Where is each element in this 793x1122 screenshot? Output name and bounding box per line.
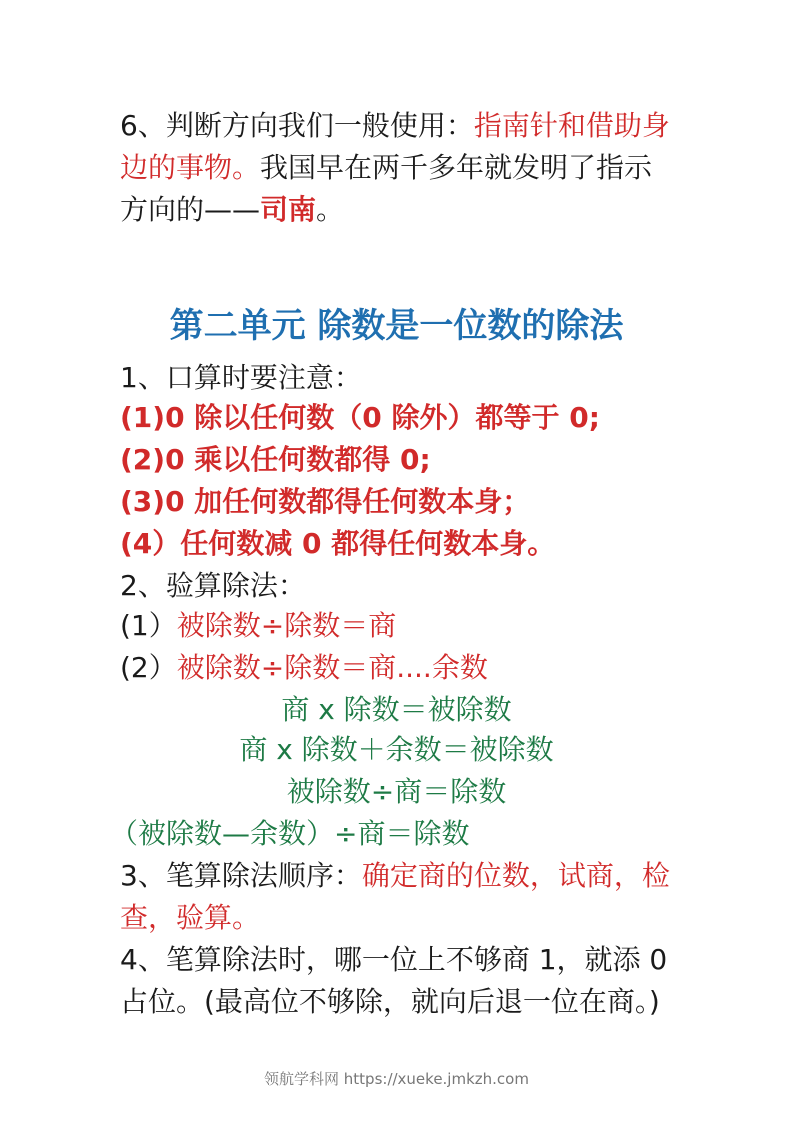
item1-heading: 1、口算时要注意： bbox=[120, 361, 362, 394]
item2-case2-prefix: (2） bbox=[120, 651, 177, 684]
item2-case2-formula: 被除数÷除数＝商....余数 bbox=[176, 651, 488, 684]
item1-rule-2: (2)0 乘以任何数都得 0; bbox=[120, 443, 431, 476]
item6-line2-text: 我国早在两千多年就发明了指示 bbox=[260, 151, 653, 184]
item3-line1 bbox=[120, 856, 670, 896]
item6-line3 bbox=[120, 190, 344, 230]
item1-rule-3: (3)0 加任何数都得任何数本身； bbox=[120, 485, 531, 518]
item1-rule-1: (1)0 除以任何数（0 除外）都等于 0; bbox=[120, 401, 600, 434]
item2-check-1: 商 x 除数＝被除数 bbox=[281, 693, 512, 726]
item2-check-4: （被除数—余数）÷商＝除数 bbox=[110, 817, 470, 850]
item6-line2-highlight: 边的事物。 bbox=[120, 151, 261, 184]
item4-line1: 4、笔算除法时，哪一位上不够商 1，就添 0 bbox=[120, 943, 668, 976]
item4-line2: 占位。(最高位不够除，就向后退一位在商。) bbox=[120, 985, 660, 1018]
item6-line3-highlight: 司南 bbox=[260, 193, 317, 226]
item1-rule-4: (4）任何数减 0 都得任何数本身。 bbox=[120, 527, 556, 560]
item2-check-2: 商 x 除数＋余数＝被除数 bbox=[239, 733, 554, 766]
item2-case1-formula: 被除数÷除数＝商 bbox=[176, 609, 397, 642]
footer-watermark: 领航学科网 https://xueke.jmkzh.com bbox=[264, 1070, 529, 1088]
unit-title: 第二单元 除数是一位数的除法 bbox=[169, 306, 624, 346]
item6-line1-text: 6、判断方向我们一般使用： bbox=[120, 109, 474, 142]
item3-line2: 查，验算。 bbox=[120, 901, 261, 934]
item3-highlight-1: 确定商的位数，试商，检 bbox=[361, 859, 670, 892]
item6-line3-end: 。 bbox=[316, 193, 345, 226]
item2-case1 bbox=[120, 606, 396, 646]
item6-line1 bbox=[120, 106, 670, 146]
item2-check-3: 被除数÷商＝除数 bbox=[286, 775, 507, 808]
item2-case1-prefix: (1） bbox=[120, 609, 177, 642]
item2-heading: 2、验算除法： bbox=[120, 569, 306, 602]
item6-line1-highlight: 指南针和借助身 bbox=[473, 109, 670, 142]
item6-line2 bbox=[120, 148, 652, 188]
item3-prefix: 3、笔算除法顺序： bbox=[120, 859, 362, 892]
item6-line3-text: 方向的—— bbox=[120, 193, 261, 226]
item2-case2 bbox=[120, 648, 488, 688]
